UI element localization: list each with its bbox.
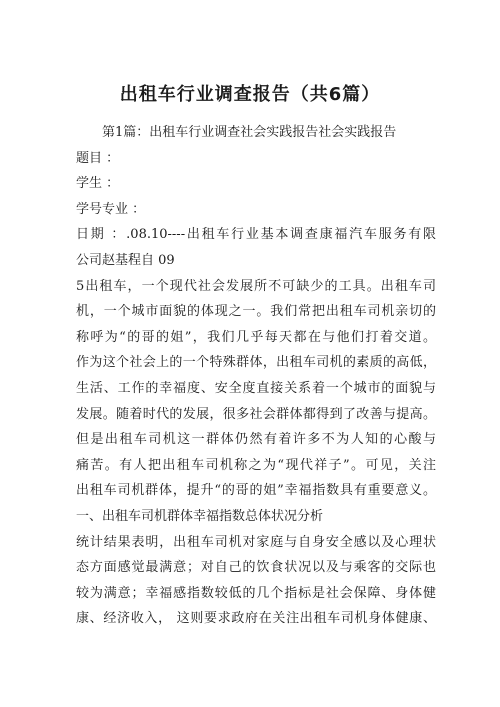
text-line: 康、经济收入， 这则要求政府在关注出租车司机身体健康、	[76, 611, 436, 627]
text-line: 较为满意；幸福感指数较低的几个指标是社会保障、身体健	[76, 585, 436, 601]
text-line: 统计结果表明，出租车司机对家庭与自身安全感以及心理状	[76, 534, 436, 550]
document-title: 出租车行业调查报告（共6篇）	[119, 84, 381, 105]
field-student-id-major: 学号专业 ：	[76, 201, 146, 217]
field-topic: 题目 ：	[76, 150, 120, 166]
section-heading: 第1篇：出租车行业调查社会实践报告社会实践报告	[102, 125, 397, 140]
text-line: 出租车司机群体，提升“的哥的姐”幸福指数具有重要意义。	[76, 483, 436, 499]
text-line: 但是出租车司机这一群体仍然有着许多不为人知的心酸与	[76, 432, 436, 448]
field-student: 学生 ：	[76, 176, 120, 192]
text-line: 公司赵基程自 09	[76, 252, 175, 268]
field-date: 日期 ：.08.10----出租车行业基本调查康福汽车服务有限	[76, 227, 436, 243]
text-line: 称呼为“的哥的姐”，我们几乎每天都在与他们打着交道。	[76, 329, 436, 345]
text-line: 5出租车，一个现代社会发展所不可缺少的工具。出租车司	[76, 278, 436, 294]
text-line: 态方面感觉最满意；对自己的饮食状况以及与乘客的交际也	[76, 560, 436, 576]
text-line: 发展。随着时代的发展，很多社会群体都得到了改善与提高。	[76, 406, 436, 422]
document-body	[76, 120, 436, 632]
text-line: 作为这个社会上的一个特殊群体，出租车司机的素质的高低，	[76, 355, 436, 371]
text-line: 生活、工作的幸福度、安全度直接关系着一个城市的面貌与	[76, 380, 436, 396]
text-line: 痛苦。有人把出租车司机称之为“现代祥子”。可见，关注	[76, 457, 436, 473]
text-line: 机，一个城市面貌的体现之一。我们常把出租车司机亲切的	[76, 304, 436, 320]
subsection-heading: 一、出租车司机群体幸福指数总体状况分析	[76, 508, 324, 524]
